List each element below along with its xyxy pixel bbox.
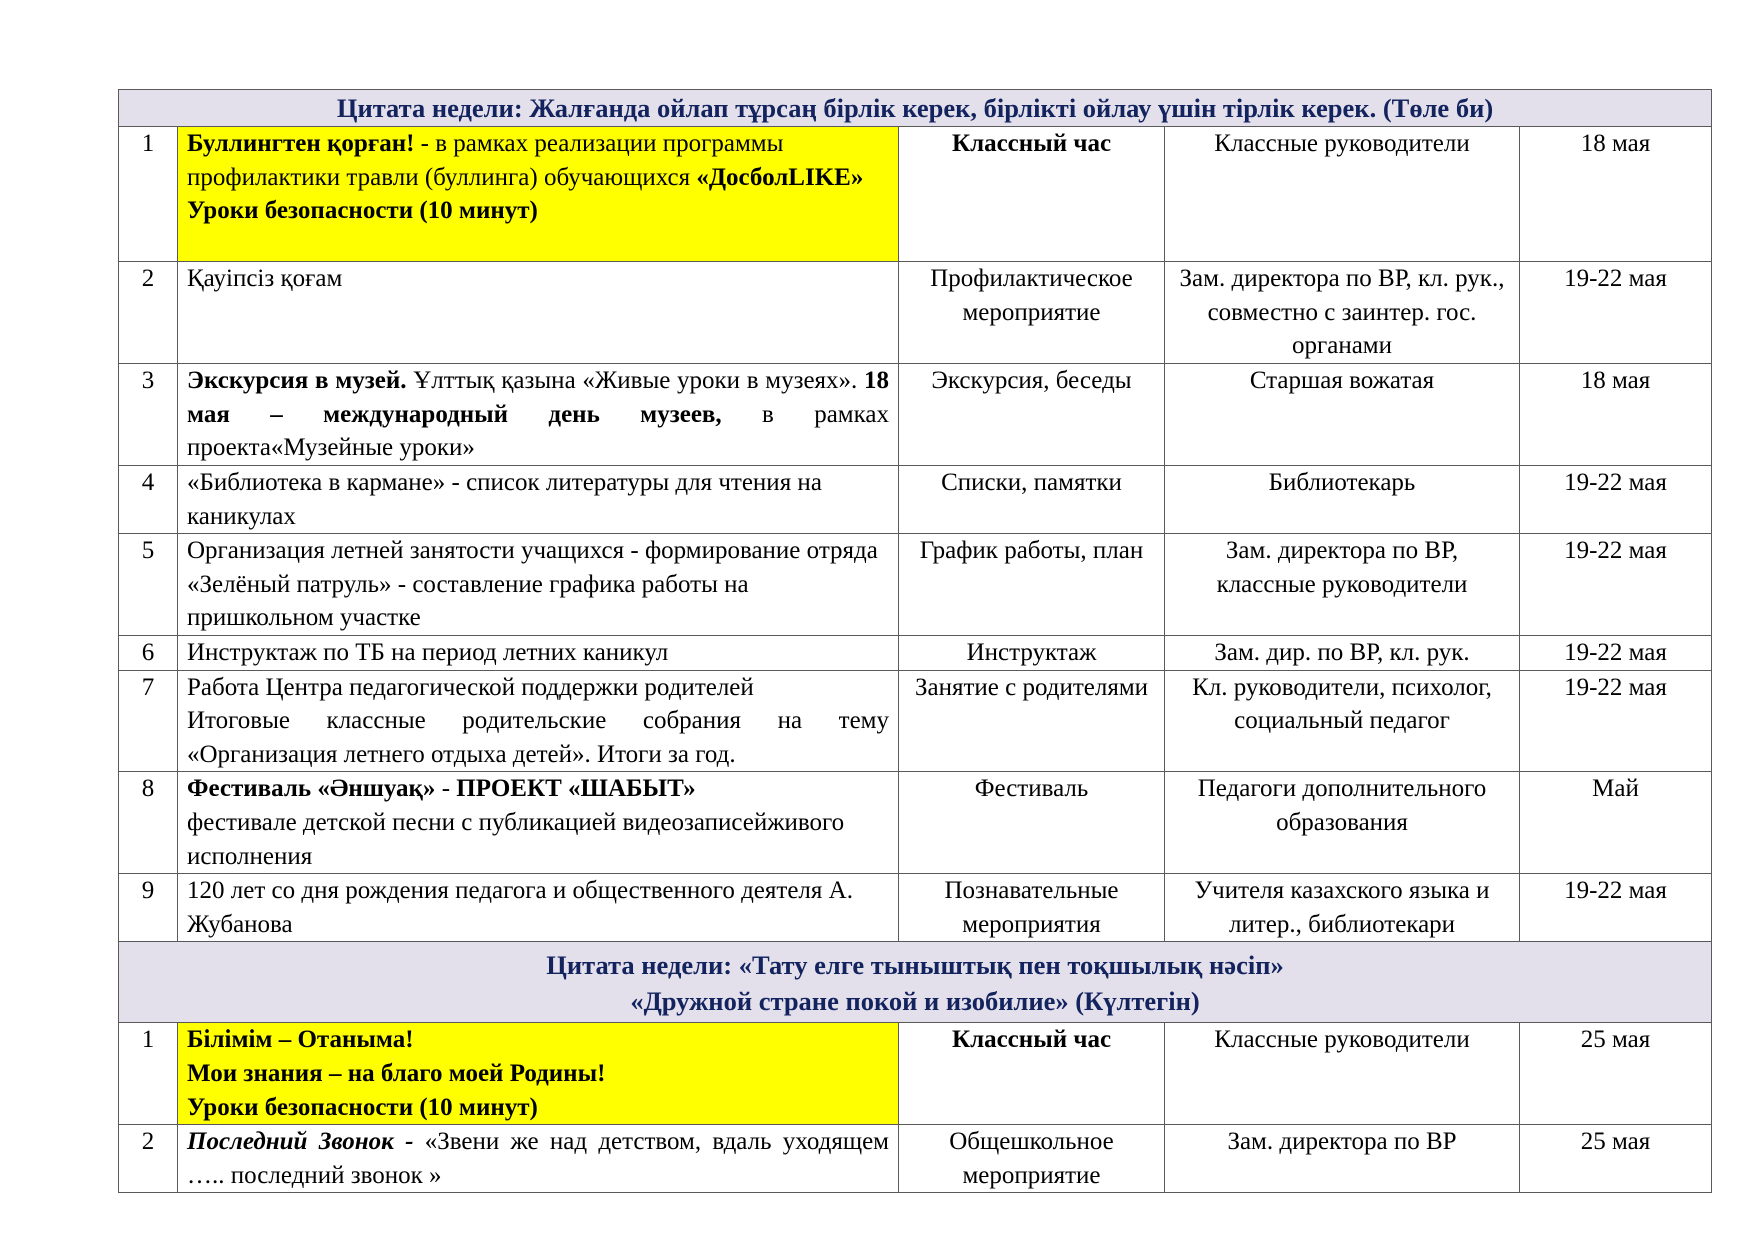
event-description xyxy=(178,635,899,670)
row-number: 5 xyxy=(119,534,178,636)
event-description xyxy=(178,127,899,262)
event-form: График работы, план xyxy=(899,534,1165,636)
event-text: «Библиотека в кармане» - список литературы для чтения на каникулах xyxy=(187,469,822,530)
quote-line: Цитата недели: Жалғанда ойлап тұрсаң бірлік керек, бірлікті ойлау үшін тірлік керек. (Төле би) xyxy=(336,93,1494,123)
event-date: Май xyxy=(1520,772,1712,874)
row-number: 4 xyxy=(119,466,178,534)
event-form: Экскурсия, беседы xyxy=(899,364,1165,466)
event-date: 19-22 мая xyxy=(1520,635,1712,670)
event-responsible: Классные руководители xyxy=(1165,127,1520,262)
table-row xyxy=(119,534,1712,636)
event-responsible: Библиотекарь xyxy=(1165,466,1520,534)
event-date: 19-22 мая xyxy=(1520,874,1712,942)
event-date: 25 мая xyxy=(1520,1023,1712,1125)
event-form: Общешкольное мероприятие xyxy=(899,1125,1165,1193)
row-number: 1 xyxy=(119,1023,178,1125)
event-responsible: Зам. директора по ВР xyxy=(1165,1125,1520,1193)
event-title: Білімім – Отаныма! xyxy=(187,1026,414,1054)
event-responsible: Учителя казахского языка и литер., библиотекари xyxy=(1165,874,1520,942)
table-row xyxy=(119,262,1712,364)
event-text: Работа Центра педагогической поддержки родителей xyxy=(187,673,754,701)
event-title: «ДосболLIKE» xyxy=(696,163,864,191)
event-text: в рамках проекта«Музейные уроки» xyxy=(187,400,889,462)
event-plan-table xyxy=(118,89,1712,1193)
quote-of-week-row xyxy=(119,90,1712,127)
event-form: Классный час xyxy=(899,1023,1165,1125)
row-number: 8 xyxy=(119,772,178,874)
quote-line: Цитата недели: «Тату елге тыныштық пен тоқшылық нәсіп» xyxy=(546,950,1284,981)
event-title: Последний Звонок - xyxy=(187,1128,414,1156)
table-row xyxy=(119,772,1712,874)
event-text: фестивале детской песни с публикацией видеозаписейживого исполнения xyxy=(187,808,845,870)
event-description xyxy=(178,1125,899,1193)
event-responsible: Зам. дир. по ВР, кл. рук. xyxy=(1165,635,1520,670)
event-form: Фестиваль xyxy=(899,772,1165,874)
table-row xyxy=(119,466,1712,534)
event-title: Экскурсия в музей. xyxy=(187,367,407,394)
row-number: 2 xyxy=(119,1125,178,1193)
event-description xyxy=(178,262,899,364)
event-responsible: Классные руководители xyxy=(1165,1023,1520,1125)
event-date: 19-22 мая xyxy=(1520,466,1712,534)
table-row xyxy=(119,670,1712,772)
event-form: Инструктаж xyxy=(899,635,1165,670)
event-title: 18 мая – международный день музеев, xyxy=(187,367,890,428)
event-title: Буллингтен қорған! xyxy=(187,130,415,157)
event-responsible: Старшая вожатая xyxy=(1165,364,1520,466)
event-text: Ұлттық қазына «Живые уроки в музеях». xyxy=(406,367,865,394)
table-row xyxy=(119,874,1712,942)
event-date: 19-22 мая xyxy=(1520,534,1712,636)
event-form: Занятие с родителями xyxy=(899,670,1165,772)
event-description xyxy=(178,466,899,534)
event-title: ПРОЕКТ «ШАБЫТ» xyxy=(456,775,696,803)
table-row xyxy=(119,364,1712,466)
row-number: 6 xyxy=(119,635,178,670)
row-number: 3 xyxy=(119,364,178,466)
event-description xyxy=(178,534,899,636)
event-description xyxy=(178,1023,899,1125)
event-responsible: Зам. директора по ВР, классные руководители xyxy=(1165,534,1520,636)
event-text: Итоговые классные родительские собрания на тему «Организация летнего отдыха детей». Итоги за год. xyxy=(187,707,889,768)
event-form: Классный час xyxy=(899,127,1165,262)
event-text: 120 лет со дня рождения педагога и общественного деятеля А. Жубанова xyxy=(187,877,853,938)
event-responsible: Кл. руководители, психолог, социальный педагог xyxy=(1165,670,1520,772)
event-text: Организация летней занятости учащихся - формирование отряда «Зелёный патруль» - составление графика работы на пришкольном участке xyxy=(187,537,878,632)
table-row xyxy=(119,1125,1712,1193)
event-description xyxy=(178,772,899,874)
event-date: 19-22 мая xyxy=(1520,670,1712,772)
quote-of-week xyxy=(119,90,1712,127)
event-title: Мои знания – на благо моей Родины! xyxy=(187,1059,606,1087)
event-text: - xyxy=(435,775,457,803)
event-text: Инструктаж по ТБ на период летних каникул xyxy=(187,638,669,666)
event-description xyxy=(178,364,899,466)
event-date: 18 мая xyxy=(1520,364,1712,466)
event-responsible: Зам. директора по ВР, кл. рук., совместно с заинтер. гос. органами xyxy=(1165,262,1520,364)
event-text: Қауіпсіз қоғам xyxy=(187,265,343,292)
row-number: 1 xyxy=(119,127,178,262)
event-form: Познавательные мероприятия xyxy=(899,874,1165,942)
event-title: Уроки безопасности (10 минут) xyxy=(187,1093,538,1121)
table-row xyxy=(119,1023,1712,1125)
event-date: 18 мая xyxy=(1520,127,1712,262)
event-date: 25 мая xyxy=(1520,1125,1712,1193)
event-description xyxy=(178,670,899,772)
event-form: Списки, памятки xyxy=(899,466,1165,534)
row-number: 7 xyxy=(119,670,178,772)
row-number: 9 xyxy=(119,874,178,942)
row-number: 2 xyxy=(119,262,178,364)
event-title: Уроки безопасности (10 минут) xyxy=(187,197,538,225)
event-responsible: Педагоги дополнительного образования xyxy=(1165,772,1520,874)
quote-of-week xyxy=(119,942,1712,1023)
event-description xyxy=(178,874,899,942)
table-row xyxy=(119,635,1712,670)
event-title: Фестиваль «Әншуақ» xyxy=(187,775,436,803)
quote-line: «Дружной стране покой и изобилие» (Күлтегін) xyxy=(630,986,1200,1017)
table-row xyxy=(119,127,1712,262)
quote-of-week-row xyxy=(119,942,1712,1023)
event-date: 19-22 мая xyxy=(1520,262,1712,364)
event-text: - в рамках реализации программы профилактики травли (буллинга) обучающихся xyxy=(187,130,784,191)
event-form: Профилактическое мероприятие xyxy=(899,262,1165,364)
event-text: «Звени же над детством, вдаль уходящем ….. последний звонок » xyxy=(187,1128,889,1189)
